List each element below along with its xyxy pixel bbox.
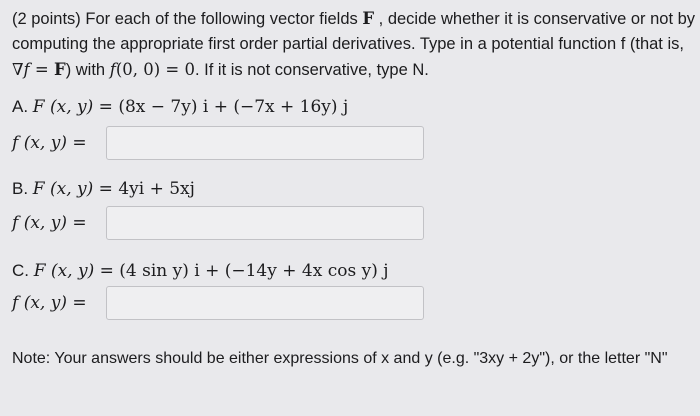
intro-f: f: [23, 60, 30, 79]
part-a-expr: (8x − 7y) i + (−7x + 16y) j: [118, 97, 349, 117]
intro-F: F: [362, 9, 375, 28]
part-c-expr: (4 sin y) i + (−14y + 4x cos y) j: [119, 261, 389, 281]
part-c-lhs: F (x, y) =: [33, 261, 120, 281]
answer-note: Note: Your answers should be either expressions of x and y (e.g. "3xy + 2y"), or the letter "N": [12, 350, 668, 367]
intro-F2: F: [53, 60, 66, 79]
intro-text-3: ) with: [65, 61, 110, 79]
part-b-field: [12, 178, 195, 200]
points-label: (2 points): [12, 10, 81, 28]
part-c-f-text: f (x, y) =: [12, 293, 87, 313]
question-intro: [12, 6, 698, 83]
part-a-lhs: F (x, y) =: [32, 97, 119, 117]
part-c-label: C.: [12, 261, 29, 280]
part-b-lhs: F (x, y) =: [32, 179, 119, 199]
nabla-symbol: ∇: [12, 60, 24, 79]
intro-eq: =: [29, 60, 54, 79]
part-b-label: B.: [12, 179, 29, 198]
part-c-field: [12, 260, 389, 282]
part-a-answer-input[interactable]: [106, 126, 424, 160]
part-a-f-text: f (x, y) =: [12, 133, 87, 153]
part-b-f-text: f (x, y) =: [12, 213, 87, 233]
intro-zero: (0, 0) = 0: [115, 60, 195, 79]
part-a-field: [12, 96, 348, 118]
part-b-f-label: [12, 212, 87, 234]
part-b-expr: 4yi + 5xj: [118, 179, 195, 199]
part-a-f-label: [12, 132, 87, 154]
intro-text-1: For each of the following vector fields: [80, 10, 363, 28]
part-c-answer-input[interactable]: [106, 286, 424, 320]
intro-text-4: . If it is not conservative, type N.: [195, 61, 429, 79]
intro-f00: f: [109, 60, 116, 79]
intro-text-2: , decide whether it is conservative or not by computing the appropriate first order partial derivatives. Type in a potential function f (that is,: [12, 10, 696, 53]
part-c-f-label: [12, 292, 87, 314]
part-a-label: A.: [12, 97, 29, 116]
part-b-answer-input[interactable]: [106, 206, 424, 240]
